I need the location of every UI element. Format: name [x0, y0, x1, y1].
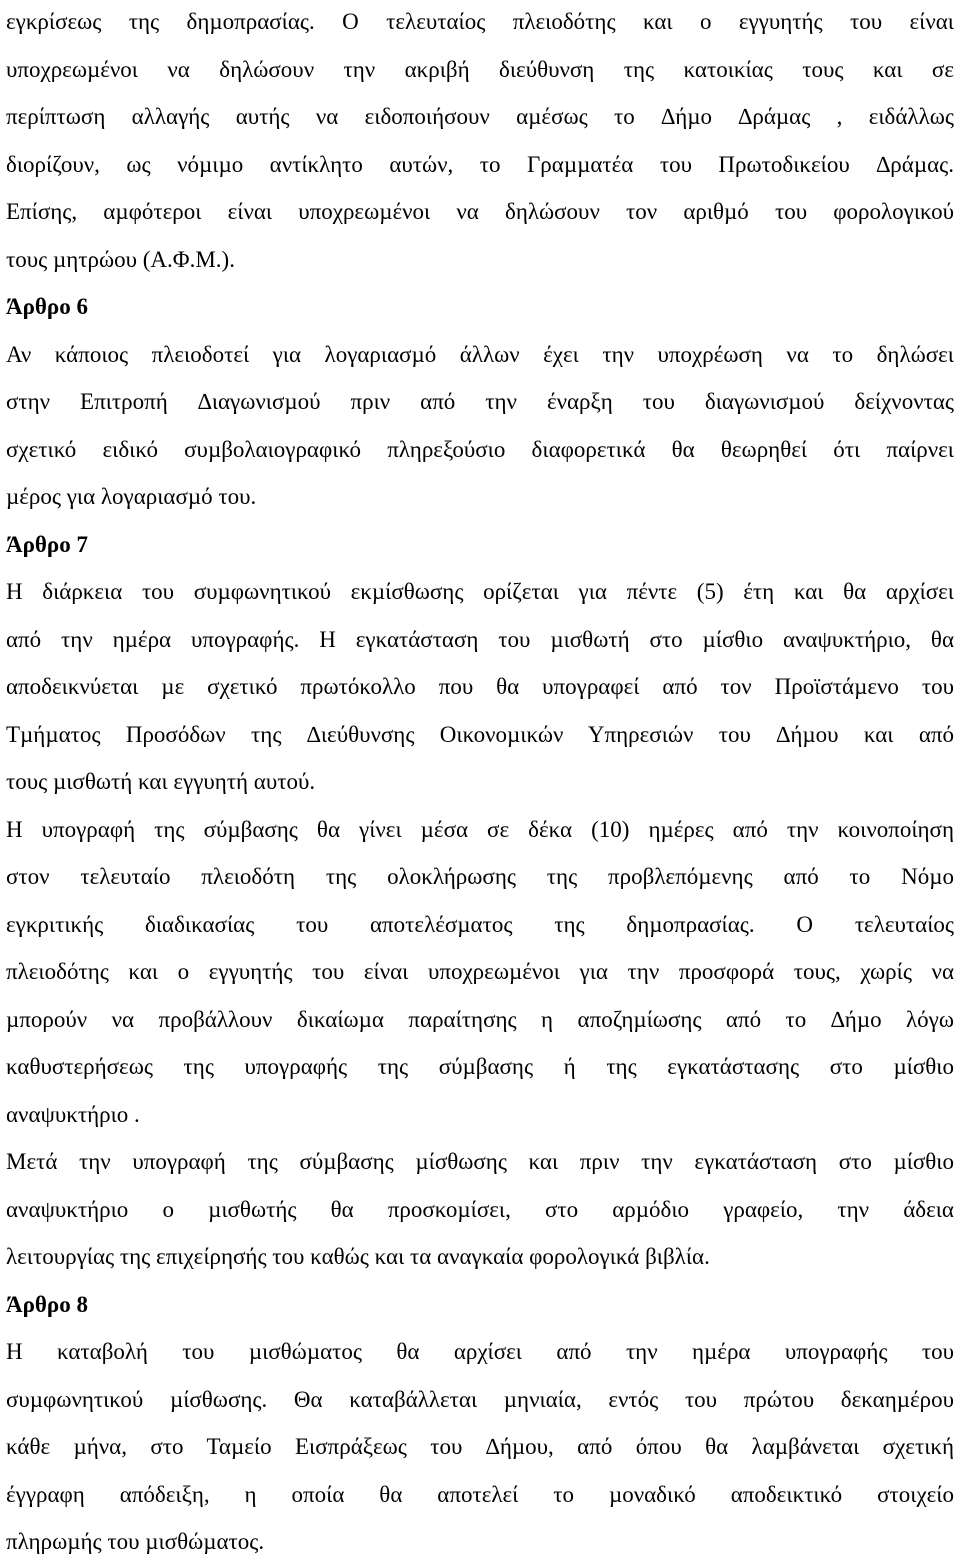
text-line: σχετικό ειδικό συµβολαιογραφικό πληρεξούσιο διαφορετικά θα θεωρηθεί ότι παίρνει: [6, 436, 954, 462]
text-line: τους µισθωτή και εγγυητή αυτού.: [6, 769, 316, 794]
text-line: µπορούν να προβάλλουν δικαίωµα παραίτησης η αποζηµίωσης από το ∆ήµο λόγω: [6, 1006, 954, 1032]
text-line: καθυστερήσεως της υπογραφής της σύµβασης ή της εγκατάστασης στο µίσθιο: [6, 1054, 954, 1079]
paragraph-auction-obligations: [6, 0, 954, 283]
paragraph-article-7-duration: [6, 568, 954, 806]
text-line: περίπτωση αλλαγής αυτής να ειδοποιήσουν αµέσως το ∆ήµο ∆ράµας , ειδάλλως: [6, 104, 954, 129]
text-line: εγκρίσεως της δηµοπρασίας. Ο τελευταίος πλειοδότης και ο εγγυητής του είναι: [6, 9, 954, 34]
text-line: Η διάρκεια του συµφωνητικού εκµίσθωσης ορίζεται για πέντε (5) έτη και θα αρχίσει: [6, 579, 954, 604]
text-line: πληρωµής του µισθώµατος.: [6, 1529, 265, 1554]
article-6-heading: Άρθρο 6: [6, 294, 88, 319]
text-line: πλειοδότης και ο εγγυητής του είναι υποχρεωµένοι για την προσφορά τους, χωρίς να: [6, 959, 954, 984]
text-line: τους µητρώου (Α.Φ.Μ.).: [6, 246, 235, 272]
text-line: συµφωνητικού µίσθωσης. Θα καταβάλλεται µηνιαία, εντός του πρώτου δεκαηµέρου: [6, 1386, 954, 1412]
text-line: έγγραφη απόδειξη, η οποία θα αποτελεί το µοναδικό αποδεικτικό στοιχείο: [6, 1481, 954, 1507]
text-line: στον τελευταίο πλειοδότη της ολοκλήρωσης της προβλεπόµενης από το Νόµο: [6, 864, 954, 889]
text-line: Επίσης, αµφότεροι είναι υποχρεωµένοι να δηλώσουν τον αριθµό του φορολογικού: [6, 199, 954, 224]
text-line: µέρος για λογαριασµό του.: [6, 484, 257, 509]
text-line: Αν κάποιος πλειοδοτεί για λογαριασµό άλλων έχει την υποχρέωση να το δηλώσει: [6, 341, 954, 367]
article-7-heading: Άρθρο 7: [6, 531, 88, 557]
paragraph-article-8: [6, 1328, 954, 1566]
text-line: διορίζουν, ως νόµιµο αντίκλητο αυτών, το Γραµµατέα του Πρωτοδικείου ∆ράµας.: [6, 151, 954, 177]
text-line: λειτουργίας της επιχείρησής του καθώς και τα αναγκαία φορολογικά βιβλία.: [6, 1244, 710, 1269]
text-line: Τµήµατος Προσόδων της ∆ιεύθυνσης Οικονοµικών Υπηρεσιών του ∆ήµου και από: [6, 721, 954, 747]
article-8-heading: Άρθρο 8: [6, 1291, 88, 1317]
text-line: κάθε µήνα, στο Ταµείο Εισπράξεως του ∆ήµου, από όπου θα λαµβάνεται σχετική: [6, 1434, 954, 1459]
text-line: εγκριτικής διαδικασίας του αποτελέσµατος της δηµοπρασίας. Ο τελευταίος: [6, 911, 954, 937]
paragraph-article-6: [6, 331, 954, 521]
text-line: αναψυκτήριο .: [6, 1101, 140, 1127]
text-line: Μετά την υπογραφή της σύµβασης µίσθωσης και πριν την εγκατάσταση στο µίσθιο: [6, 1149, 954, 1174]
text-line: υποχρεωµένοι να δηλώσουν την ακριβή διεύθυνση της κατοικίας τους και σε: [6, 56, 954, 82]
text-line: Η υπογραφή της σύµβασης θα γίνει µέσα σε δέκα (10) ηµέρες από την κοινοποίηση: [6, 816, 954, 842]
text-line: στην Επιτροπή ∆ιαγωνισµού πριν από την έναρξη του διαγωνισµού δείχνοντας: [6, 389, 954, 414]
text-line: αποδεικνύεται µε σχετικό πρωτόκολλο που θα υπογραφεί από τον Προϊστάµενο του: [6, 674, 954, 699]
text-line: Η καταβολή του µισθώµατος θα αρχίσει από την ηµέρα υπογραφής του: [6, 1339, 954, 1364]
text-line: αναψυκτήριο ο µισθωτής θα προσκοµίσει, στο αρµόδιο γραφείο, την άδεια: [6, 1196, 954, 1222]
text-line: από την ηµέρα υπογραφής. Η εγκατάσταση του µισθωτή στο µίσθιο αναψυκτήριο, θα: [6, 626, 954, 652]
document-page: [6, 0, 954, 1566]
paragraph-article-7-license: [6, 1138, 954, 1281]
paragraph-article-7-signing: [6, 806, 954, 1139]
